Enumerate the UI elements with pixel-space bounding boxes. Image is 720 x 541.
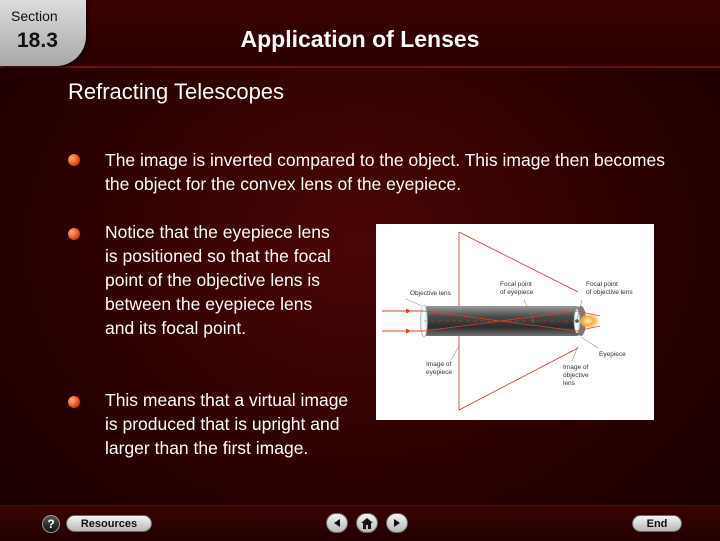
footer-bar bbox=[0, 505, 720, 541]
label-image-eyepiece-2: eyepiece bbox=[426, 369, 453, 376]
bullet-text-3: This means that a virtual image is produced that is upright and larger than the first image. bbox=[105, 390, 349, 458]
resources-button[interactable]: Resources bbox=[66, 515, 152, 532]
label-eyepiece: Eyepiece bbox=[599, 351, 626, 358]
label-objective-lens: Objective lens bbox=[410, 290, 451, 297]
question-icon[interactable]: ? bbox=[42, 515, 60, 533]
bullet-text-2: Notice that the eyepiece lens is positioned so that the focal point of the objective lens is between the eyepiece lens and its focal point. bbox=[105, 222, 331, 338]
eye-glow bbox=[580, 314, 600, 328]
left-arrow-icon bbox=[332, 518, 342, 528]
label-image-objective-2: objective bbox=[563, 372, 589, 379]
telescope-diagram bbox=[376, 224, 654, 420]
previous-button[interactable] bbox=[326, 513, 348, 533]
label-image-objective-3: lens bbox=[563, 380, 575, 387]
telescope-diagram-svg bbox=[376, 224, 654, 420]
section-label: Section bbox=[11, 8, 58, 24]
label-focal-eyepiece-1: Focal point bbox=[500, 281, 532, 288]
end-button[interactable]: End bbox=[632, 515, 682, 532]
label-image-objective-1: Image of bbox=[563, 364, 589, 371]
label-focal-eyepiece-2: of eyepiece bbox=[500, 289, 534, 296]
right-arrow-icon bbox=[392, 518, 402, 528]
bullet-icon bbox=[68, 396, 80, 408]
label-image-eyepiece-1: Image of bbox=[426, 361, 452, 368]
bullet-text-1: The image is inverted compared to the object. This image then becomes the object for the convex lens of the eyepiece. bbox=[105, 150, 665, 194]
home-button[interactable] bbox=[356, 513, 378, 533]
section-tab bbox=[0, 0, 86, 66]
label-focal-objective-1: Focal point bbox=[586, 281, 618, 288]
page-title: Application of Lenses bbox=[240, 26, 480, 52]
focal-point-objective-dot bbox=[575, 319, 579, 323]
focal-point-eyepiece-dot bbox=[531, 319, 535, 323]
section-number: 18.3 bbox=[17, 29, 58, 52]
home-icon bbox=[361, 518, 373, 529]
slide-subtitle: Refracting Telescopes bbox=[68, 79, 285, 104]
next-button[interactable] bbox=[386, 513, 408, 533]
bullet-icon bbox=[68, 154, 80, 166]
bullet-icon bbox=[68, 228, 80, 240]
label-focal-objective-2: of objective lens bbox=[586, 289, 633, 296]
